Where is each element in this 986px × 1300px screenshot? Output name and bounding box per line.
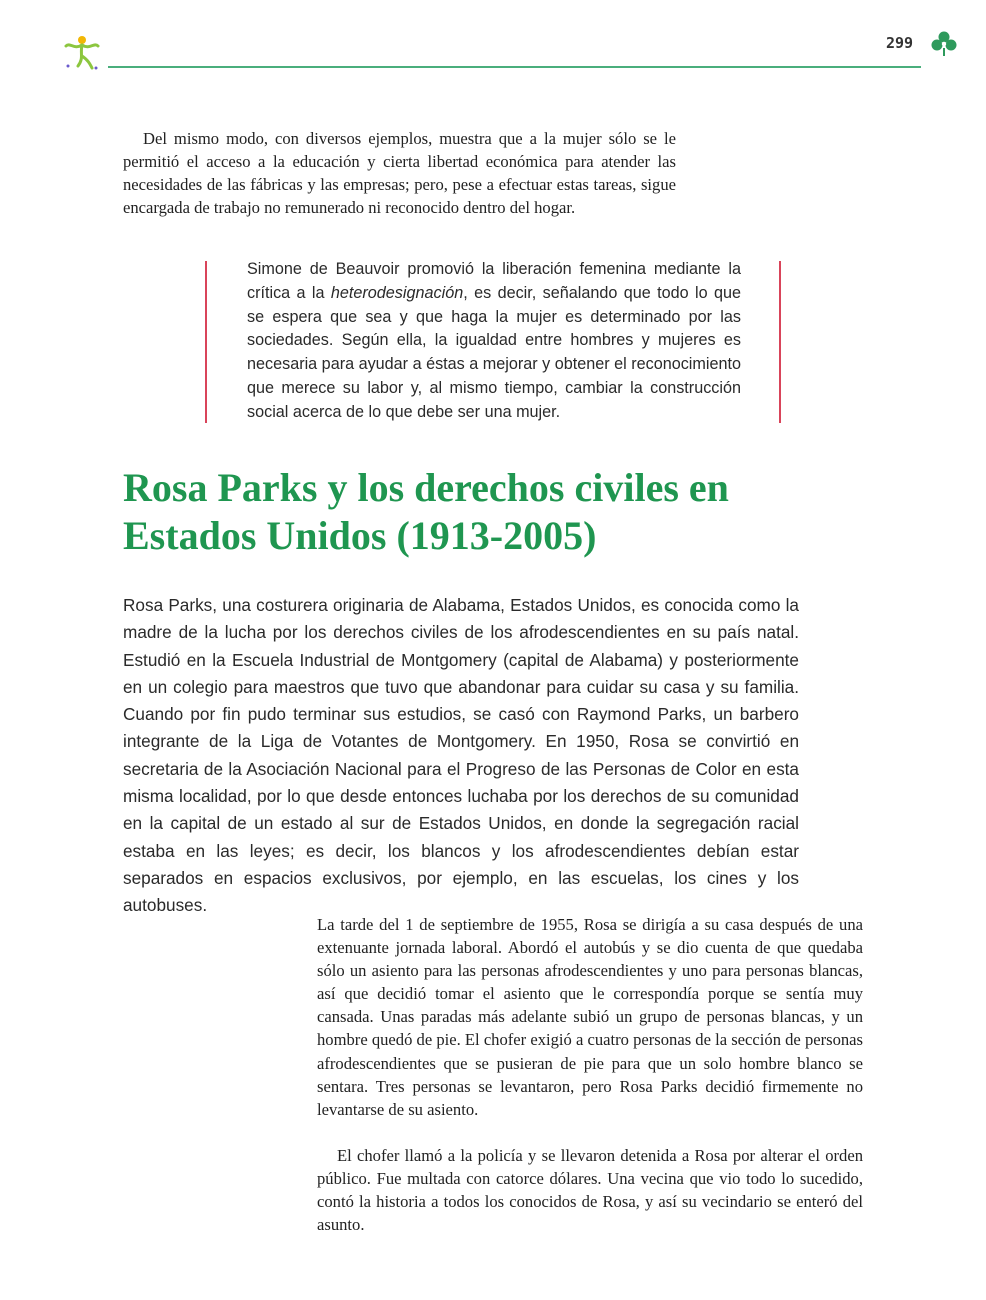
quote-right-bar [779,261,781,423]
flower-figure-logo-icon [62,32,102,72]
quote-text: Simone de Beauvoir promovió la liberación femenina mediante la crítica a la heterodesignación, es decir, señalando que todo lo que se espera que sea y que haga la mujer es determinado por las sociedades. Según ella, la igualdad entre hombres y mujeres es necesaria para ayudar a éstas a mejorar y obtener el reconocimiento que merece su labor y, al mismo tiempo, cambiar la construcción social acerca de lo que debe ser una mujer. [247,260,741,421]
page-number: 299 [886,34,914,52]
section-heading [123,464,823,560]
intro-paragraph: Del mismo modo, con diversos ejemplos, muestra que a la mujer sólo se le permitió el acceso a la educación y cierta libertad económica para atender las necesidades de las fábricas y las empresas; pero, pese a efectuar estas tareas, sigue encargada de trabajo no remunerado ni reconocido dentro del hogar. [123,129,676,217]
narrative-paragraph-2: El chofer llamó a la policía y se llevaron detenida a Rosa por alterar el orden público. Fue multada con catorce dólares. Una vecina que vio todo lo sucedido, contó la historia a todos los conocidos de Rosa, y así su vecindario se enteró del asunto. [317,1146,863,1235]
narrative-paragraph-1: La tarde del 1 de septiembre de 1955, Rosa se dirigía a su casa después de una extenuante jornada laboral. Abordó el autobús y se dio cuenta de que quedaba sólo un asiento para las personas afrodescendientes y uno para personas blancas, así que decidió tomar el asiento que le correspondía porque se sentía muy cansada. Unas paradas más adelante subió un grupo de personas blancas, y un hombre quedó de pie. El chofer exigió a cuatro personas de la sección de personas afrodescendientes que se pusieran de pie para que un solo hombre blanco se sentara. Tres personas se levantaron, pero Rosa Parks decidió firmemente no levantarse de su asiento. [317,915,864,1119]
header-rule [108,66,921,68]
heading-line-2: Estados Unidos (1913-2005) [123,513,597,558]
quote-left-bar [205,261,207,423]
rosa-parks-body: Rosa Parks, una costurera originaria de Alabama, Estados Unidos, es conocida como la madre de la lucha por los derechos civiles de los afrodescendientes en su país natal. Estudió en la Escuela Industrial de Montgomery (capital de Alabama) y posteriormente en un colegio para maestros que tuvo que abandonar para cuidar su casa y su familia. Cuando por fin pudo terminar sus estudios, se casó con Raymond Parks, un barbero integrante de la Liga de Votantes de Montgomery. En 1950, Rosa se convirtió en secretaria de la Asociación Nacional para el Progreso de las Personas de Color en esta misma localidad, por lo que desde entonces luchaba por los derechos de su comunidad en la capital de un estado al sur de Estados Unidos, en donde la segregación racial estaba en las leyes; es decir, los blancos y los afrodescendientes debían estar separados en espacios exclusivos, por ejemplo, en las escuelas, los cines y los autobuses. [123,595,799,916]
heading-line-1: Rosa Parks y los derechos civiles en [123,465,729,510]
clover-logo-icon [930,30,958,58]
quote-italic-term: heterodesignación [330,283,464,302]
